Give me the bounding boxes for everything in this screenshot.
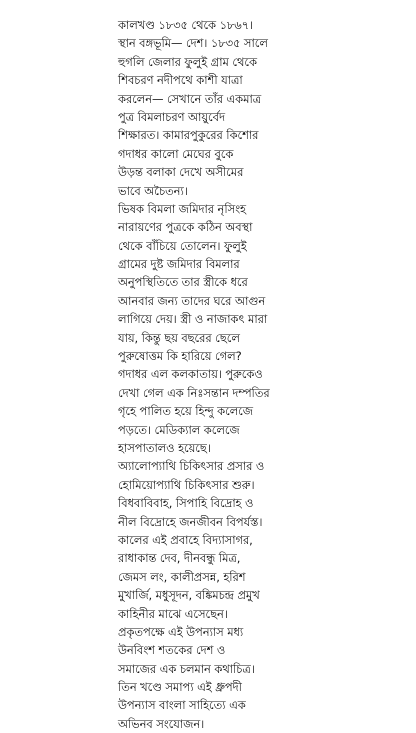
- text-line: তিন খণ্ডে সমাপ্য এই ধ্রুপদী: [118, 680, 242, 695]
- text-line: নারায়ণের পুত্রকে কঠিন অবস্থা: [118, 220, 253, 235]
- text-line: মুখার্জি, মধুসূদন, বঙ্কিমচন্দ্র প্রমুখ: [118, 588, 260, 603]
- text-line: জেমস লং, কালীপ্রসন্ন, হরিশ: [118, 569, 246, 584]
- text-line: লাগিয়ে দেয়। স্ত্রী ও নাজাকৎ মারা: [118, 312, 268, 327]
- text-line: উনবিংশ শতকের দেশ ও: [118, 643, 226, 658]
- text-line: করলেন— সেখানে তাঁর একমাত্র: [118, 91, 262, 106]
- text-line: হোমিয়োপ্যাথি চিকিৎসার শুরু।: [118, 477, 255, 492]
- text-line: বিধবাবিবাহ, সিপাহি বিদ্রোহ ও: [118, 496, 254, 511]
- text-line: অ্যালোপ্যাথি চিকিৎসার প্রসার ও: [118, 459, 265, 474]
- text-line: হাসপাতালও হয়েছে।: [118, 440, 211, 455]
- text-line: পুরুষোত্তম কি হারিয়ে গেল?: [118, 349, 242, 364]
- text-line: গদাধর কালো মেঘের বুকে: [118, 146, 234, 161]
- text-line: শিবচরণ নদীপথে কাশী যাত্রা: [118, 73, 243, 88]
- text-line: দেখা গেল এক নিঃসন্তান দম্পতির: [118, 385, 270, 400]
- text-line: পুত্র বিমলাচরণ আয়ুর্বেদ: [118, 109, 225, 124]
- text-line: গদাধর এল কলকাতায়। পুরুকেও: [118, 367, 263, 382]
- text-line: গৃহে পালিত হয়ে হিন্দু কলেজে: [118, 404, 253, 419]
- text-line: উড়ন্ত বলাকা দেখে অসীমের: [118, 165, 244, 180]
- text-line: কাহিনীর মাঝে এসেছেন।: [118, 606, 228, 621]
- text-line: উপন্যাস বাংলা সাহিত্যে এক: [118, 698, 246, 713]
- text-line: নীল বিদ্রোহে জনজীবন বিপর্যস্ত।: [118, 514, 263, 529]
- text-line: গ্রামের দুষ্ট জমিদার বিমলার: [118, 257, 240, 272]
- text-line: শিক্ষারত। কামারপুকুরের কিশোর: [118, 128, 259, 143]
- text-line: প্রকৃতপক্ষে এই উপন্যাস মধ্য: [118, 624, 244, 639]
- text-line: স্থান বঙ্গভূমি— দেশ। ১৮৩৫ সালে: [118, 36, 268, 51]
- blurb-text-column: [118, 16, 408, 733]
- text-line: ভাবে অচৈতন্য।: [118, 183, 188, 198]
- text-line: অভিনব সংযোজন।: [118, 716, 205, 731]
- text-line: সমাজের এক চলমান কথাচিত্র।: [118, 661, 255, 676]
- text-line: রাধাকান্ত দেব, দীনবন্ধু মিত্র,: [118, 551, 241, 566]
- text-line: আনবার জন্য তাদের ঘরে আগুন: [118, 293, 266, 308]
- text-line: থেকে বাঁচিয়ে তোলেন। ফুলুই: [118, 238, 247, 253]
- text-line: কালখণ্ড ১৮৩৫ থেকে ১৮৬৭।: [118, 18, 254, 32]
- text-line: যায়, কিন্তু ছয় বছরের ছেলে: [118, 330, 240, 345]
- text-line: হুগলি জেলার ফুলুই গ্রাম থেকে: [118, 54, 257, 69]
- text-line: কালের এই প্রবাহে বিদ্যাসাগর,: [118, 532, 253, 547]
- text-line: ভিষক বিমলা জমিদার নৃসিংহ: [118, 201, 247, 216]
- text-line: অনুপস্থিতিতে তার স্ত্রীকে ধরে: [118, 275, 248, 290]
- text-line: পড়তে। মেডিক্যাল কলেজে: [118, 422, 240, 437]
